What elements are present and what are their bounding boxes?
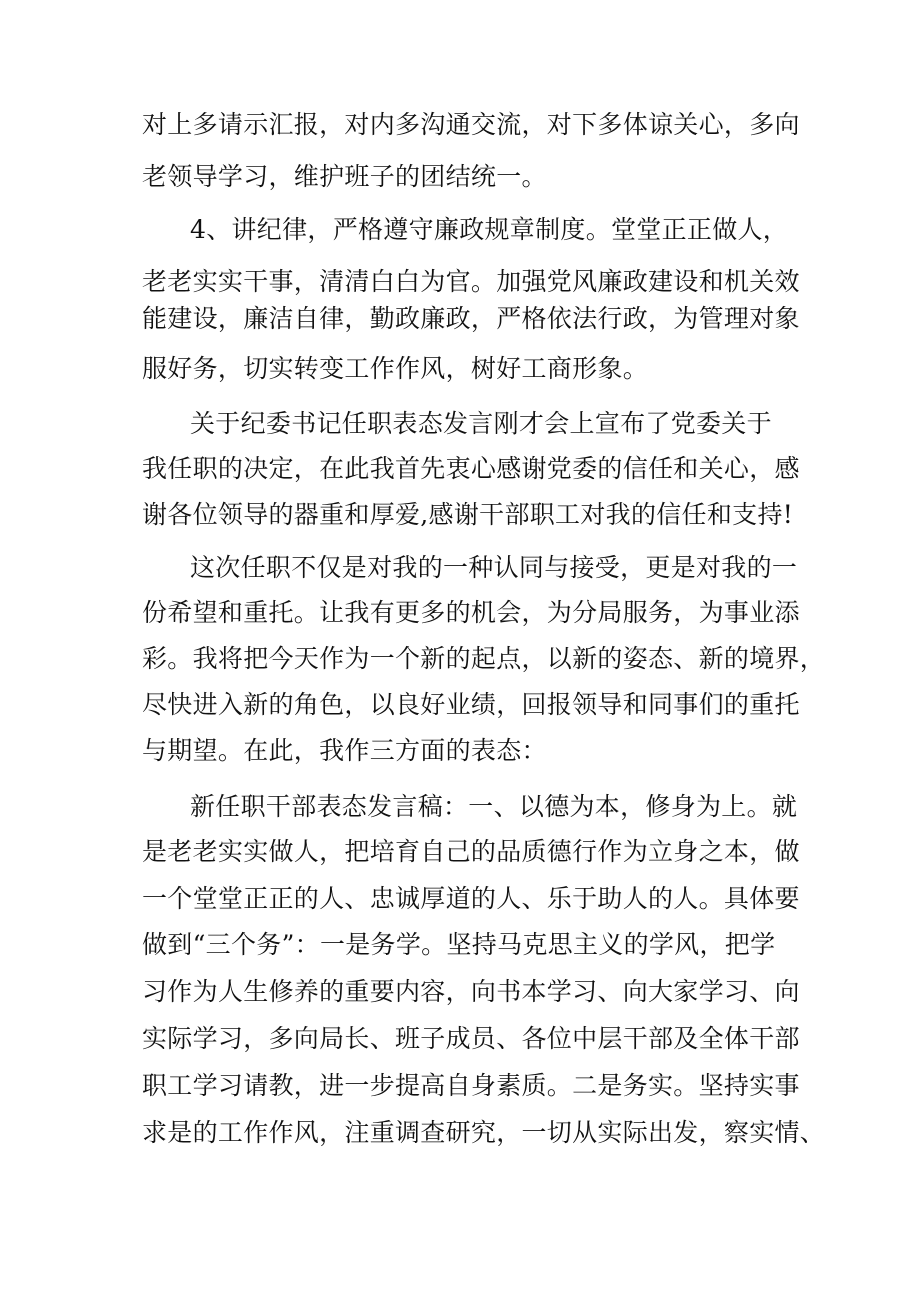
text-line: 一个堂堂正正的人、忠诚厚道的人、乐于助人的人。具体要 (142, 884, 800, 913)
text-line: 习作为人生修养的重要内容，向书本学习、向大家学习、向 (142, 977, 800, 1006)
text-line: 彩。我将把今天作为一个新的起点，以新的姿态、新的境界， (142, 644, 826, 673)
text-line: 谢各位领导的器重和厚爱,感谢干部职工对我的信任和支持! (142, 500, 794, 529)
text-line: 老领导学习，维护班子的团结统一。 (142, 162, 547, 191)
text-line: 能建设，廉洁自律，勤政廉政，严格依法行政，为管理对象 (142, 304, 800, 333)
text-line: 4、讲纪律，严格遵守廉政规章制度。堂堂正正做人， (190, 215, 789, 244)
text-line: 这次任职不仅是对我的一种认同与接受，更是对我的一 (190, 553, 798, 582)
text-line: 老老实实干事，清清白白为官。加强党风廉政建设和机关效 (142, 267, 800, 296)
text-line: 份希望和重托。让我有更多的机会，为分局服务，为事业添 (142, 598, 800, 627)
text-line: 与期望。在此，我作三方面的表态： (142, 736, 547, 765)
text-line: 对上多请示汇报，对内多沟通交流，对下多体谅关心，多向 (142, 110, 800, 139)
text-line: 是老老实实做人，把培育自己的品质德行作为立身之本，做 (142, 837, 800, 866)
text-line: 实际学习，多向局长、班子成员、各位中层干部及全体干部 (142, 1024, 800, 1053)
text-line: 新任职干部表态发言稿：一、以德为本，修身为上。就 (190, 792, 798, 821)
text-line: 关于纪委书记任职表态发言刚才会上宣布了党委关于 (190, 409, 772, 438)
text-line: 职工学习请教，进一步提高自身素质。二是务实。坚持实事 (142, 1071, 800, 1100)
text-line: 求是的工作作风，注重调查研究，一切从实际出发，察实情、 (142, 1118, 826, 1147)
text-line: 尽快进入新的角色，以良好业绩，回报领导和同事们的重托 (142, 690, 800, 719)
text-line: 做到“三个务”：一是务学。坚持马克思主义的学风，把学 (142, 930, 776, 959)
text-line: 我任职的决定，在此我首先衷心感谢党委的信任和关心，感 (142, 454, 800, 483)
text-line: 服好务，切实转变工作作风，树好工商形象。 (142, 354, 649, 383)
